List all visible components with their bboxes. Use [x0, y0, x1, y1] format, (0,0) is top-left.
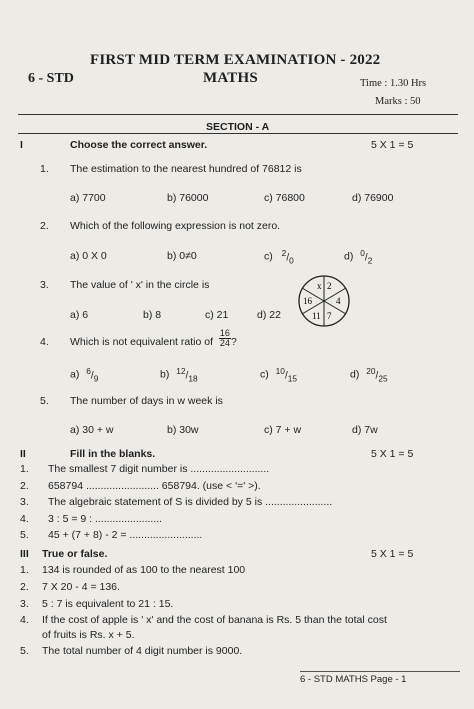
- q3-option-b: b) 8: [143, 309, 162, 321]
- q1-text: The estimation to the nearest hundred of 76812 is: [70, 163, 302, 175]
- q2-number: 2.: [40, 220, 49, 232]
- fill-blank-5-text: 45 + (7 + 8) - 2 = .........................: [48, 529, 203, 541]
- part1-roman: I: [20, 139, 23, 151]
- q3-option-c: c) 21: [205, 309, 229, 321]
- q4-text: Which is not equivalent ratio of $\frac{16}{24}$ ?: [70, 327, 237, 348]
- circle-value-16: 16: [303, 296, 312, 306]
- standard-label: 6 - STD: [28, 71, 74, 86]
- fill-blank-4-number: 4.: [20, 513, 29, 525]
- fill-blank-3-number: 3.: [20, 496, 29, 508]
- true-false-5-text: The total number of 4 digit number is 9000.: [42, 645, 243, 657]
- footer-rule: [300, 671, 460, 672]
- true-false-1-text: 134 is rounded of as 100 to the nearest 100: [42, 564, 246, 576]
- q4-option-d: d) $^{20}/_{25}$: [350, 366, 388, 384]
- q5-text: The number of days in w week is: [70, 395, 223, 407]
- part2-heading: Fill in the blanks.: [70, 448, 156, 460]
- fill-blank-2-text: 658794 ......................... 658794. (use < '=' >).: [48, 480, 261, 492]
- fill-blank-1-text: The smallest 7 digit number is ...........................: [48, 463, 270, 475]
- q3-option-d: d) 22: [257, 309, 281, 321]
- true-false-4-number: 4.: [20, 614, 29, 626]
- q2-option-d-fraction: $^0/_2$: [360, 248, 373, 266]
- number-circle-diagram: [297, 274, 351, 328]
- subject-title: MATHS: [203, 70, 258, 86]
- fill-blank-3-text: The algebraic statement of S is divided by 5 is .......................: [48, 496, 333, 508]
- part3-marks: 5 X 1 = 5: [371, 548, 414, 560]
- q5-option-c: c) 7 + w: [264, 424, 302, 436]
- circle-value-7: 7: [327, 311, 332, 321]
- q5-number: 5.: [40, 395, 49, 407]
- true-false-3-text: 5 : 7 is equivalent to 21 : 15.: [42, 598, 174, 610]
- part2-roman: II: [20, 448, 26, 460]
- circle-value-x: x: [317, 281, 322, 291]
- q2-option-b: b) 0≠0: [167, 250, 197, 262]
- q3-text: The value of ' x' in the circle is: [70, 279, 210, 291]
- q5-option-b: b) 30w: [167, 424, 199, 436]
- fill-blank-5-number: 5.: [20, 529, 29, 541]
- q1-option-d: d) 76900: [352, 192, 394, 204]
- q3-option-a: a) 6: [70, 309, 89, 321]
- q5-option-a: a) 30 + w: [70, 424, 114, 436]
- fill-blank-2-number: 2.: [20, 480, 29, 492]
- q1-option-b: b) 76000: [167, 192, 209, 204]
- q4-number: 4.: [40, 336, 49, 348]
- q2-option-c-fraction: $^2/_0$: [281, 248, 294, 266]
- marks-label: Marks : 50: [375, 96, 421, 107]
- true-false-1-number: 1.: [20, 564, 29, 576]
- q2-option-d: d) $^0/_2$: [344, 248, 373, 266]
- part2-marks: 5 X 1 = 5: [371, 448, 414, 460]
- true-false-5-number: 5.: [20, 645, 29, 657]
- part1-heading: Choose the correct answer.: [70, 139, 208, 151]
- true-false-2-number: 2.: [20, 581, 29, 593]
- true-false-4-text-continued: of fruits is Rs. x + 5.: [42, 629, 135, 641]
- true-false-3-number: 3.: [20, 598, 29, 610]
- section-title: SECTION - A: [206, 121, 270, 133]
- q1-option-a: a) 7700: [70, 192, 106, 204]
- true-false-2-text: 7 X 20 - 4 = 136.: [42, 581, 120, 593]
- part3-roman: III: [20, 548, 29, 560]
- circle-value-4: 4: [336, 296, 341, 306]
- circle-value-2: 2: [327, 281, 332, 291]
- exam-title: FIRST MID TERM EXAMINATION - 2022: [90, 52, 381, 68]
- circle-value-11: 11: [312, 311, 321, 321]
- q4-option-b: b) $^{12}/_{18}$: [160, 366, 198, 384]
- q1-number: 1.: [40, 163, 49, 175]
- q3-number: 3.: [40, 279, 49, 291]
- q4-option-c: c) $^{10}/_{15}$: [260, 366, 297, 384]
- header-rule: [18, 114, 458, 115]
- q2-option-a: a) 0 X 0: [70, 250, 107, 262]
- q5-option-d: d) 7w: [352, 424, 378, 436]
- time-label: Time : 1.30 Hrs: [360, 78, 427, 89]
- section-rule: [18, 133, 458, 134]
- part3-heading: True or false.: [42, 548, 108, 560]
- q2-option-c: c) $^2/_0$: [264, 248, 294, 266]
- part1-marks: 5 X 1 = 5: [371, 139, 414, 151]
- page-footer: 6 - STD MATHS Page - 1: [300, 674, 407, 685]
- q1-option-c: c) 76800: [264, 192, 305, 204]
- q2-text: Which of the following expression is not zero.: [70, 220, 281, 232]
- q4-ratio-fraction: $\frac{16}{24}$: [219, 327, 230, 348]
- fill-blank-1-number: 1.: [20, 463, 29, 475]
- q4-option-a: a) $^6/_9$: [70, 366, 99, 384]
- fill-blank-4-text: 3 : 5 = 9 : .......................: [48, 513, 163, 525]
- true-false-4-text: If the cost of apple is ' x' and the cost of banana is Rs. 5 than the total cost: [42, 614, 387, 626]
